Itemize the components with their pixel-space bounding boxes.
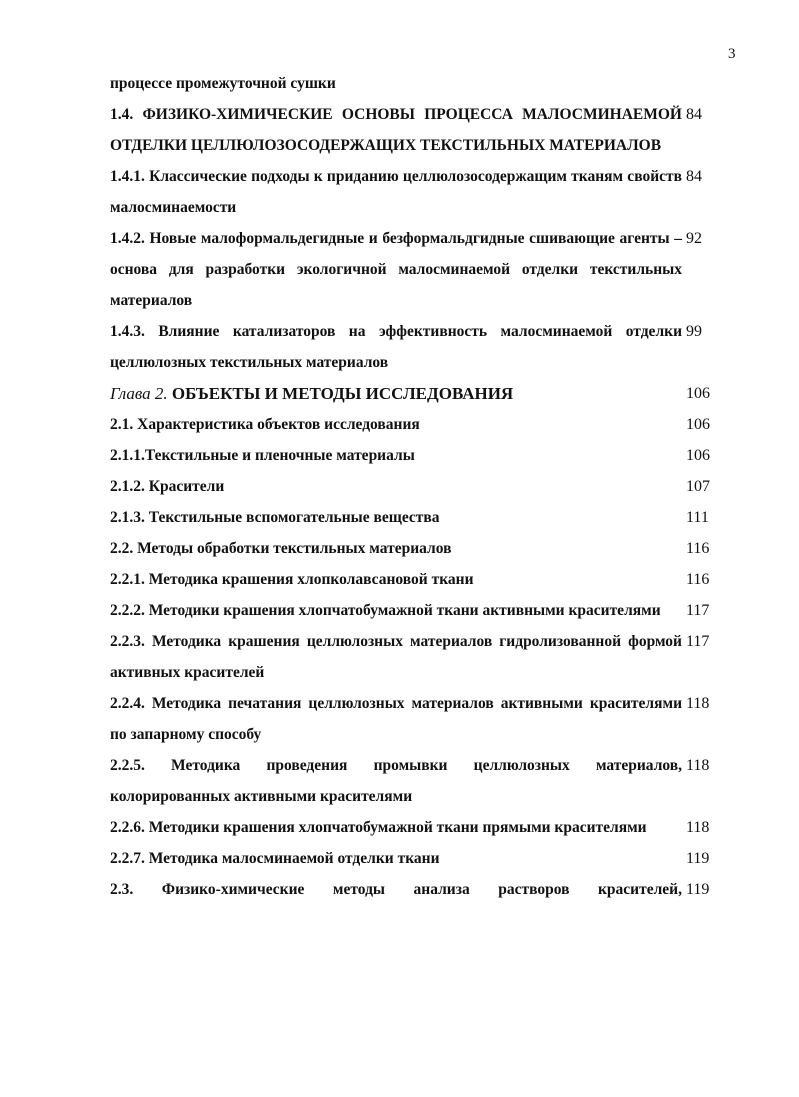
toc-entry-page: 119 [686, 850, 710, 867]
chapter-title: ОБЪЕКТЫ И МЕТОДЫ ИССЛЕДОВАНИЯ [171, 384, 514, 403]
toc-entry [110, 223, 730, 316]
toc-entry [110, 843, 730, 874]
toc-entry-page: 84 [686, 106, 702, 123]
toc-entry-page: 111 [686, 509, 709, 526]
toc-entry-page: 118 [686, 757, 710, 774]
toc-entry [110, 812, 730, 843]
toc-entry [110, 502, 730, 533]
toc-entry-title: 2.1.1.Текстильные и пленочные материалы [110, 447, 415, 464]
toc-entry-title: 2.1. Характеристика объектов исследования [110, 416, 420, 433]
toc-entry-page: 116 [686, 571, 710, 588]
toc-entry-page: 106 [686, 416, 710, 433]
toc-entry [110, 564, 730, 595]
toc-entry-page: 117 [686, 633, 710, 650]
toc-entry [110, 874, 730, 905]
toc-entry [110, 750, 730, 812]
toc-entry-page: 118 [686, 695, 710, 712]
toc-entry-page: 106 [686, 385, 710, 402]
toc-entry [110, 440, 730, 471]
toc-entry-title: 2.2.1. Методика крашения хлопколавсановой ткани [110, 571, 474, 588]
toc-entry-page: 107 [686, 478, 710, 495]
toc-entry-title: 2.2.3. Методика крашения целлюлозных материалов гидролизованной формой активных красителей [110, 633, 682, 681]
toc-entry-page: 117 [686, 602, 710, 619]
toc-entry-page: 99 [686, 323, 702, 340]
toc-entry-title: 2.1.2. Красители [110, 478, 225, 495]
toc-entry-title: 2.2. Методы обработки текстильных материалов [110, 540, 452, 557]
toc-entry-title: 2.1.3. Текстильные вспомогательные вещества [110, 509, 440, 526]
toc-entry-title: процессе промежуточной сушки [110, 75, 336, 92]
toc-continuation [110, 68, 730, 99]
toc-entry-title: 2.2.2. Методики крашения хлопчатобумажной ткани активными красителями [110, 602, 661, 619]
toc-entry-page: 84 [686, 168, 702, 185]
toc-entry [110, 626, 730, 688]
toc-entry-title: 2.3. Физико-химические методы анализа растворов красителей, [110, 881, 682, 898]
toc-entry-title: 1.4.2. Новые малоформальдегидные и безформальдгидные сшивающие агенты – основа для разработки экологичной малосминаемой отделки текстильных материалов [110, 230, 682, 309]
page-number: 3 [728, 46, 736, 62]
toc-entry [110, 316, 730, 378]
toc-entry [110, 688, 730, 750]
toc-entry [110, 595, 730, 626]
toc-entry [110, 471, 730, 502]
table-of-contents [110, 68, 730, 905]
toc-entry-title: 1.4.3. Влияние катализаторов на эффективность малосминаемой отделки целлюлозных текстильных материалов [110, 323, 682, 371]
toc-entry-title: 2.2.4. Методика печатания целлюлозных материалов активными красителями по запарному способу [110, 695, 682, 743]
toc-entry [110, 161, 730, 223]
toc-entry-page: 119 [686, 881, 710, 898]
toc-entry [110, 533, 730, 564]
toc-chapter [110, 378, 730, 409]
toc-entry-page: 106 [686, 447, 710, 464]
toc-entry-page: 92 [686, 230, 702, 247]
toc-entry-page: 116 [686, 540, 710, 557]
toc-entry-title: 2.2.7. Методика малосминаемой отделки ткани [110, 850, 440, 867]
toc-entry-title: 1.4. ФИЗИКО-ХИМИЧЕСКИЕ ОСНОВЫ ПРОЦЕССА МАЛОСМИНАЕМОЙ ОТДЕЛКИ ЦЕЛЛЮЛОЗОСОДЕРЖАЩИХ ТЕКСТИЛЬНЫХ МАТЕРИАЛОВ [110, 106, 682, 154]
toc-entry [110, 409, 730, 440]
toc-entry-page: 118 [686, 819, 710, 836]
toc-entry [110, 99, 730, 161]
toc-entry-title: 2.2.6. Методики крашения хлопчатобумажной ткани прямыми красителями [110, 819, 647, 836]
toc-entry-title: 2.2.5. Методика проведения промывки целлюлозных материалов, колорированных активными красителями [110, 757, 682, 805]
chapter-label: Глава 2. [110, 384, 168, 403]
toc-entry-title: 1.4.1. Классические подходы к приданию целлюлозосодержащим тканям свойств малосминаемости [110, 168, 682, 216]
